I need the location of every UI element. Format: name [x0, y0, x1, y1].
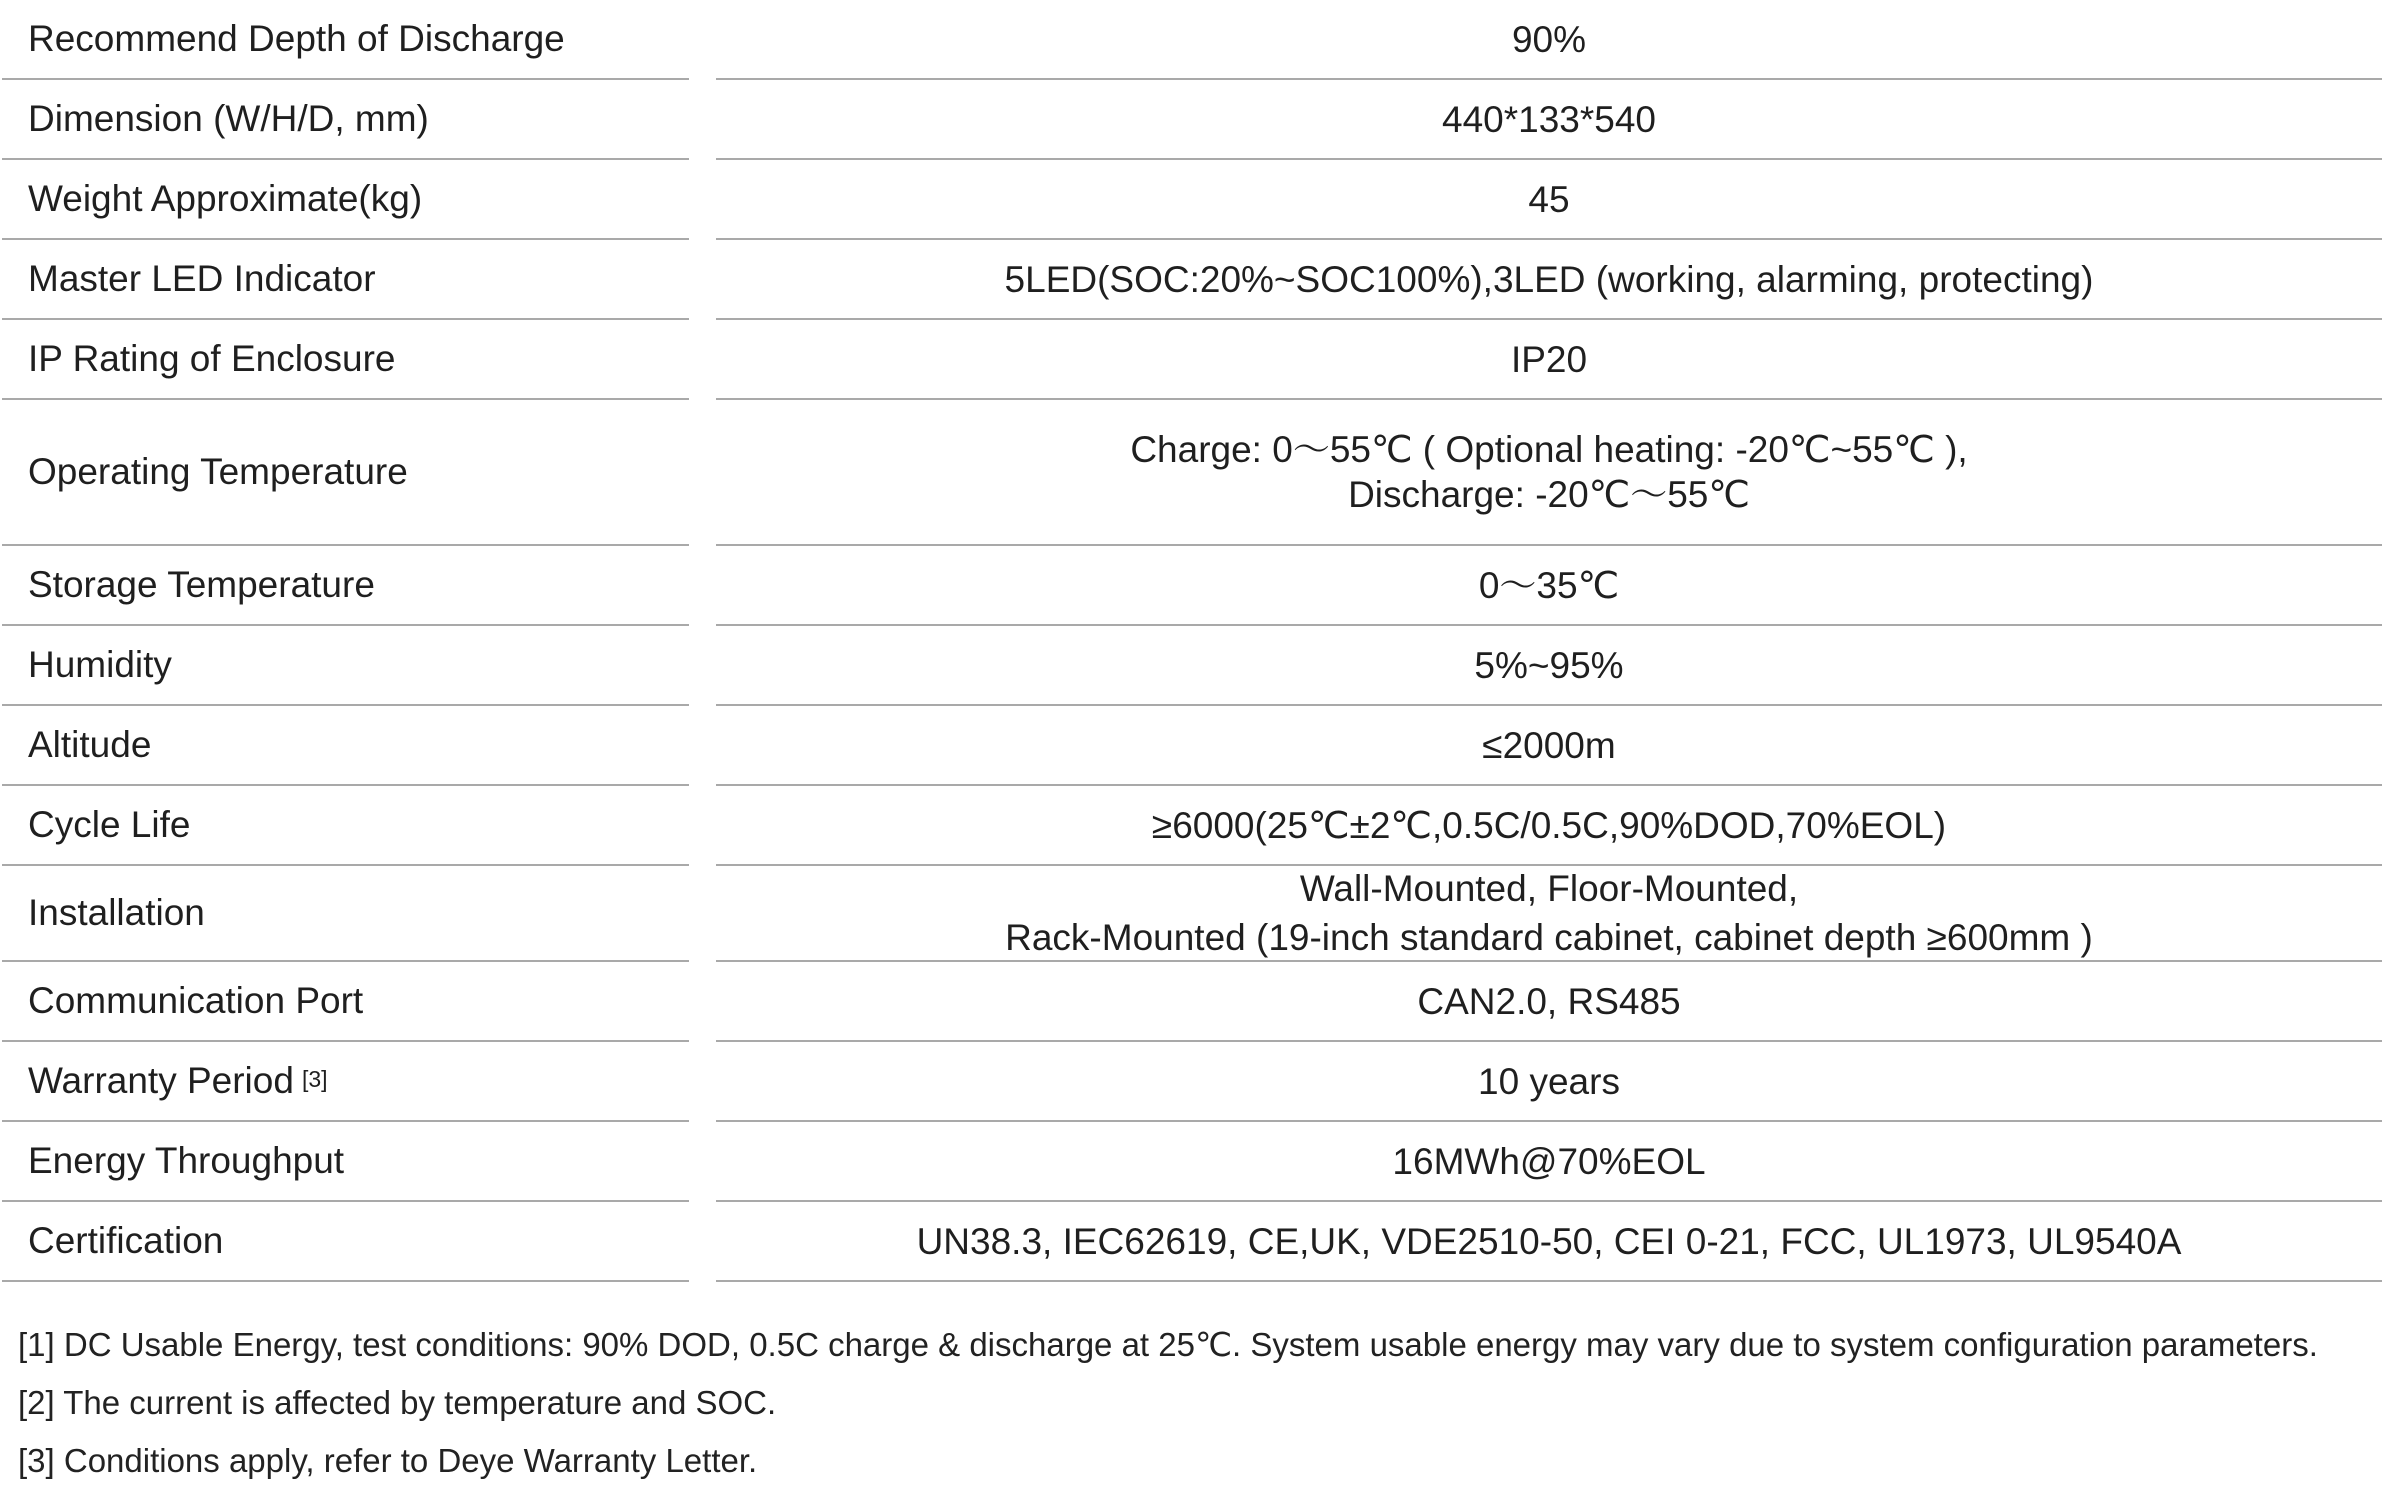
- footnote: [1] DC Usable Energy, test conditions: 90% DOD, 0.5C charge & discharge at 25℃. System usable energy may vary due to system configuration parameters.: [18, 1326, 2318, 1363]
- table-row: [0, 1202, 2383, 1282]
- table-row: [0, 546, 2383, 626]
- table-row: [0, 400, 2383, 546]
- table-row: [0, 240, 2383, 320]
- table-row: [0, 1122, 2383, 1202]
- spec-label: Operating Temperature: [2, 400, 689, 546]
- spec-value: UN38.3, IEC62619, CE,UK, VDE2510-50, CEI 0-21, FCC, UL1973, UL9540A: [716, 1202, 2382, 1282]
- footnote: [2] The current is affected by temperature and SOC.: [18, 1384, 777, 1421]
- spec-value: 5LED(SOC:20%~SOC100%),3LED (working, alarming, protecting): [716, 240, 2382, 320]
- footnote: [3] Conditions apply, refer to Deye Warranty Letter.: [18, 1442, 758, 1479]
- table-row: [0, 0, 2383, 80]
- table-row: [0, 866, 2383, 962]
- spec-value: CAN2.0, RS485: [716, 962, 2382, 1042]
- spec-value: 10 years: [716, 1042, 2382, 1122]
- spec-value: 90%: [716, 0, 2382, 80]
- spec-label: Dimension (W/H/D, mm): [2, 80, 689, 160]
- table-row: [0, 160, 2383, 240]
- table-row: [0, 80, 2383, 160]
- spec-label: Energy Throughput: [2, 1122, 689, 1202]
- spec-label: Installation: [2, 866, 689, 962]
- spec-label: Master LED Indicator: [2, 240, 689, 320]
- table-row: [0, 1042, 2383, 1122]
- footnotes: [18, 1316, 2368, 1490]
- spec-value: 5%~95%: [716, 626, 2382, 706]
- spec-value: 45: [716, 160, 2382, 240]
- spec-label: IP Rating of Enclosure: [2, 320, 689, 400]
- footnote-ref: [3]: [301, 1065, 328, 1092]
- spec-label: Storage Temperature: [2, 546, 689, 626]
- table-row: [0, 626, 2383, 706]
- spec-value: 0～35℃: [716, 546, 2382, 626]
- spec-value: Wall-Mounted, Floor-Mounted, Rack-Mounted (19-inch standard cabinet, cabinet depth ≥600mm ): [716, 866, 2382, 962]
- spec-label: Recommend Depth of Discharge: [2, 0, 689, 80]
- spec-value: IP20: [716, 320, 2382, 400]
- table-row: [0, 962, 2383, 1042]
- table-row: [0, 320, 2383, 400]
- spec-label: Weight Approximate(kg): [2, 160, 689, 240]
- spec-value: Charge: 0～55℃ ( Optional heating: -20℃~55℃ ), Discharge: -20℃～55℃: [716, 400, 2382, 546]
- spec-label: Altitude: [2, 706, 689, 786]
- spec-label: Warranty Period [3]: [2, 1042, 689, 1122]
- spec-value: ≤2000m: [716, 706, 2382, 786]
- spec-label: Cycle Life: [2, 786, 689, 866]
- spec-label: Certification: [2, 1202, 689, 1282]
- spec-label: Communication Port: [2, 962, 689, 1042]
- table-row: [0, 786, 2383, 866]
- spec-value: 16MWh@70%EOL: [716, 1122, 2382, 1202]
- spec-value: ≥6000(25℃±2℃,0.5C/0.5C,90%DOD,70%EOL): [716, 786, 2382, 866]
- spec-label: Humidity: [2, 626, 689, 706]
- spec-value: 440*133*540: [716, 80, 2382, 160]
- table-row: [0, 706, 2383, 786]
